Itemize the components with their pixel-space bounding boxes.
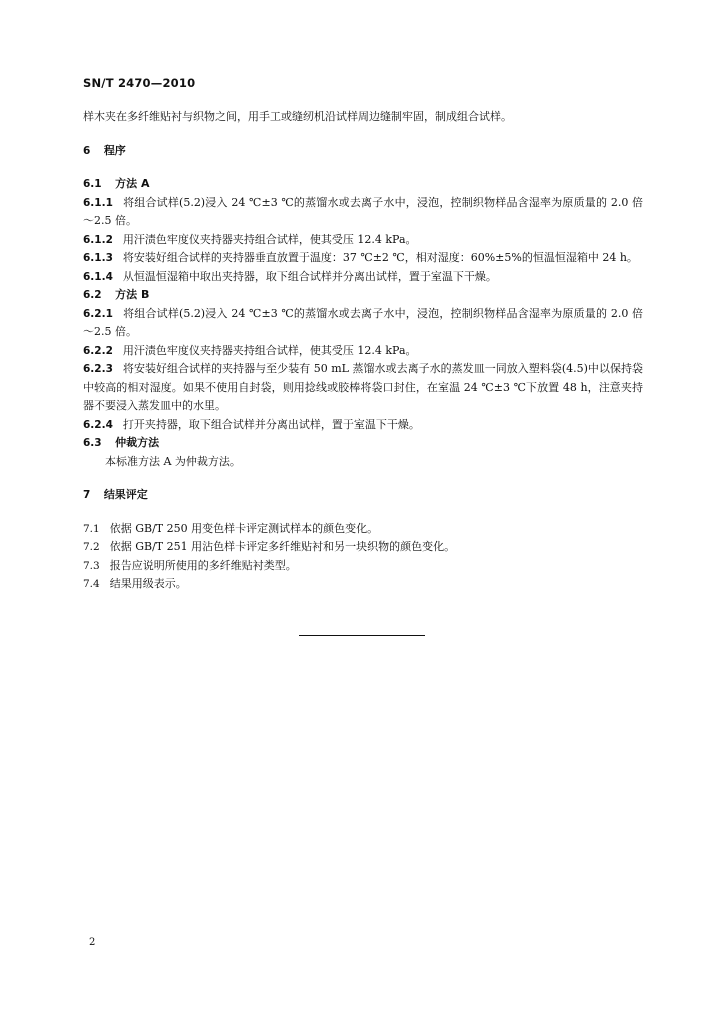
clause-7-4: [83, 575, 643, 594]
document-body: [83, 108, 643, 594]
clause-number: 6.1.2: [83, 233, 113, 246]
clause-6-2-3: [83, 360, 643, 416]
clause-text: 将安装好组合试样的夹持器与至少装有 50 mL 蒸馏水或去离子水的蒸发皿一同放入塑料袋(4.5)中以保持袋中较高的相对湿度。如果不使用自封袋，则用捻线或胶棒将袋口封住，在室温 24 ℃±3 ℃下放置 48 h，注意夹持器不要浸入蒸发皿中的水里。: [83, 362, 643, 412]
intro-paragraph: 样木夹在多纤维贴衬与织物之间，用手工或缝纫机沿试样周边缝制牢固，制成组合试样。: [83, 110, 512, 123]
clause-number: 6.1.3: [83, 252, 113, 264]
section-title: 程序: [103, 143, 126, 157]
section-title: 方法 A: [115, 177, 150, 190]
section-6-1-heading: [83, 175, 643, 194]
standard-number: SN/T 2470—2010: [83, 76, 196, 90]
clause-6-2-2: [83, 342, 643, 361]
page-number: 2: [89, 937, 96, 948]
clause-number: 6.1.1: [83, 196, 113, 209]
clause-text: 依据 GB/T 251 用沾色样卡评定多纤维贴衬和另一块织物的颜色变化。: [109, 540, 456, 553]
section-6-heading: [83, 142, 643, 161]
clause-text: 报告应说明所使用的多纤维贴衬类型。: [109, 558, 297, 572]
clause-6-3-text: 本标准方法 A 为仲裁方法。: [105, 454, 241, 468]
end-rule: [299, 635, 425, 636]
clause-7-2: [83, 538, 643, 557]
section-number: 7: [83, 489, 91, 501]
clause-text: 用汗渍色牢度仪夹持器夹持组合试样，使其受压 12.4 kPa。: [122, 343, 417, 357]
section-title: 仲裁方法: [115, 436, 160, 449]
clause-6-1-4: [83, 268, 643, 287]
clause-number: 6.2.1: [83, 307, 113, 320]
clause-number: 7.2: [83, 541, 100, 553]
clause-text: 将安装好组合试样的夹持器垂直放置于温度：37 ℃±2 ℃，相对湿度：60%±5%的恒温恒湿箱中 24 h。: [122, 251, 638, 264]
section-number: 6.3: [83, 437, 102, 449]
clause-6-1-3: [83, 249, 643, 268]
clause-text: 依据 GB/T 250 用变色样卡评定测试样本的颜色变化。: [109, 521, 379, 535]
clause-number: 6.2.2: [83, 344, 113, 357]
section-6-2-heading: [83, 286, 643, 305]
clause-6-2-1: [83, 305, 643, 342]
section-title: 结果评定: [103, 488, 148, 501]
clause-6-2-4: [83, 416, 643, 435]
clause-7-3: [83, 557, 643, 576]
section-number: 6.2: [83, 289, 102, 301]
clause-text: 从恒温恒湿箱中取出夹持器，取下组合试样并分离出试样，置于室温下干燥。: [122, 269, 497, 283]
section-number: 6.1: [83, 178, 102, 190]
section-title: 方法 B: [115, 288, 150, 301]
clause-number: 6.1.4: [83, 270, 113, 283]
clause-number: 7.4: [83, 578, 100, 590]
clause-number: 7.1: [83, 522, 100, 535]
clause-text: 用汗渍色牢度仪夹持器夹持组合试样，使其受压 12.4 kPa。: [122, 232, 417, 246]
clause-number: 7.3: [83, 559, 100, 572]
clause-text: 打开夹持器，取下组合试样并分离出试样，置于室温下干燥。: [122, 417, 420, 431]
clause-6-1-1: [83, 194, 643, 231]
clause-7-1: [83, 520, 643, 539]
clause-6-1-2: [83, 231, 643, 250]
clause-text: 结果用级表示。: [109, 577, 187, 590]
clause-text: 将组合试样(5.2)浸入 24 ℃±3 ℃的蒸馏水或去离子水中，浸泡，控制织物样品含湿率为原质量的 2.0 倍～2.5 倍。: [83, 306, 643, 338]
clause-text: 将组合试样(5.2)浸入 24 ℃±3 ℃的蒸馏水或去离子水中，浸泡，控制织物样品含湿率为原质量的 2.0 倍～2.5 倍。: [83, 195, 643, 227]
section-7-heading: [83, 486, 643, 505]
clause-number: 6.2.3: [83, 363, 113, 375]
clause-number: 6.2.4: [83, 418, 113, 431]
section-6-3-heading: [83, 434, 643, 453]
section-number: 6: [83, 144, 91, 157]
